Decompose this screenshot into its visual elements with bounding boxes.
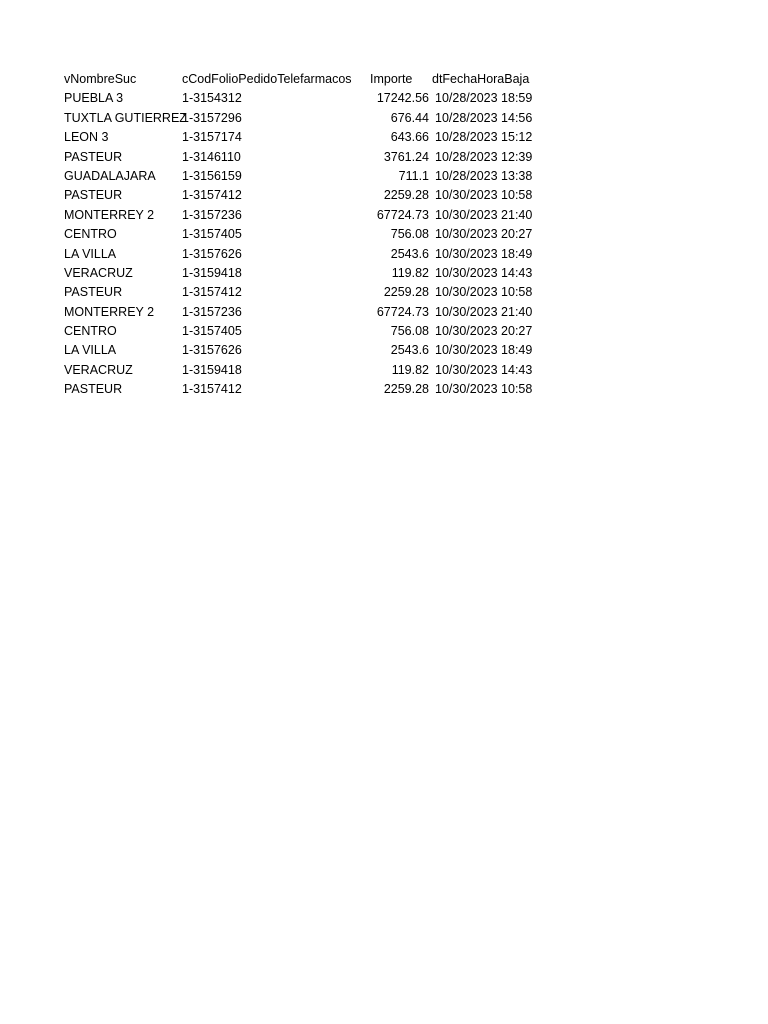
cell-dtfechahorabaja: 10/28/2023 12:39 [435, 149, 533, 164]
cell-importe: 2543.6 [390, 246, 429, 261]
cell-importe: 676.44 [390, 110, 429, 125]
table-row [64, 90, 544, 109]
cell-dtfechahorabaja: 10/30/2023 20:27 [435, 227, 533, 242]
cell-importe: 643.66 [390, 130, 429, 145]
cell-ccodfolio: 1-3157405 [182, 227, 242, 242]
cell-importe: 2259.28 [383, 188, 429, 203]
cell-ccodfolio: 1-3157626 [182, 246, 242, 261]
cell-importe: 711.1 [398, 168, 429, 183]
cell-ccodfolio: 1-3159418 [182, 265, 242, 280]
cell-dtfechahorabaja: 10/30/2023 10:58 [435, 285, 533, 300]
cell-dtfechahorabaja: 10/28/2023 18:59 [435, 91, 533, 106]
cell-dtfechahorabaja: 10/28/2023 15:12 [435, 130, 533, 145]
cell-vnombresuc: VERACRUZ [64, 265, 133, 280]
cell-dtfechahorabaja: 10/30/2023 18:49 [435, 246, 533, 261]
cell-vnombresuc: LEON 3 [64, 130, 109, 145]
cell-importe: 2259.28 [383, 382, 429, 397]
cell-vnombresuc: MONTERREY 2 [64, 304, 155, 319]
cell-ccodfolio: 1-3159418 [182, 362, 242, 377]
cell-vnombresuc: LA VILLA [64, 246, 117, 261]
cell-importe: 67724.73 [376, 304, 429, 319]
table-row [64, 129, 544, 148]
cell-dtfechahorabaja: 10/30/2023 10:58 [435, 188, 533, 203]
table-row [64, 304, 544, 323]
cell-ccodfolio: 1-3157236 [182, 207, 242, 222]
cell-vnombresuc: PASTEUR [64, 382, 123, 397]
cell-vnombresuc: LA VILLA [64, 343, 117, 358]
cell-importe: 3761.24 [383, 149, 429, 164]
table-row [64, 323, 544, 342]
header-ccodfolio: cCodFolioPedidoTelefarmacos [182, 72, 352, 86]
table-row [64, 110, 544, 129]
cell-dtfechahorabaja: 10/30/2023 18:49 [435, 343, 533, 358]
table-row [64, 381, 544, 400]
cell-ccodfolio: 1-3156159 [182, 168, 242, 183]
cell-dtfechahorabaja: 10/30/2023 21:40 [435, 207, 533, 222]
cell-importe: 2543.6 [390, 343, 429, 358]
cell-ccodfolio: 1-3157405 [182, 324, 242, 339]
table-body [64, 90, 544, 400]
cell-importe: 119.82 [391, 362, 429, 377]
cell-ccodfolio: 1-3154312 [182, 91, 242, 106]
cell-vnombresuc: GUADALAJARA [64, 168, 156, 183]
table-row [64, 362, 544, 381]
cell-ccodfolio: 1-3146110 [182, 149, 241, 164]
cell-vnombresuc: CENTRO [64, 324, 117, 339]
cell-importe: 756.08 [390, 227, 429, 242]
header-importe: Importe [370, 72, 413, 86]
cell-importe: 2259.28 [383, 285, 429, 300]
cell-vnombresuc: PASTEUR [64, 188, 123, 203]
cell-vnombresuc: VERACRUZ [64, 362, 133, 377]
cell-importe: 119.82 [391, 265, 429, 280]
cell-ccodfolio: 1-3157412 [182, 285, 242, 300]
cell-vnombresuc: PUEBLA 3 [64, 91, 124, 106]
header-dtfechahorabaja: dtFechaHoraBaja [432, 72, 530, 86]
header-vnombresuc: vNombreSuc [64, 72, 137, 86]
cell-dtfechahorabaja: 10/30/2023 14:43 [435, 265, 533, 280]
table-row [64, 284, 544, 303]
cell-ccodfolio: 1-3157412 [182, 188, 242, 203]
cell-vnombresuc: CENTRO [64, 227, 117, 242]
cell-dtfechahorabaja: 10/30/2023 10:58 [435, 382, 533, 397]
cell-ccodfolio: 1-3157236 [182, 304, 242, 319]
table-header-row [64, 71, 544, 90]
table-row [64, 226, 544, 245]
cell-vnombresuc: PASTEUR [64, 285, 123, 300]
table-row [64, 342, 544, 361]
cell-dtfechahorabaja: 10/30/2023 14:43 [435, 362, 533, 377]
data-table [64, 71, 544, 401]
cell-importe: 67724.73 [376, 207, 429, 222]
cell-vnombresuc: MONTERREY 2 [64, 207, 155, 222]
cell-dtfechahorabaja: 10/28/2023 14:56 [435, 110, 533, 125]
cell-ccodfolio: 1-3157296 [182, 110, 242, 125]
cell-ccodfolio: 1-3157412 [182, 382, 242, 397]
table-row [64, 149, 544, 168]
cell-vnombresuc: PASTEUR [64, 149, 123, 164]
cell-dtfechahorabaja: 10/30/2023 20:27 [435, 324, 533, 339]
cell-importe: 756.08 [390, 324, 429, 339]
cell-ccodfolio: 1-3157174 [182, 130, 242, 145]
table-row [64, 168, 544, 187]
cell-dtfechahorabaja: 10/28/2023 13:38 [435, 168, 533, 183]
cell-ccodfolio: 1-3157626 [182, 343, 242, 358]
table-row [64, 246, 544, 265]
cell-importe: 17242.56 [376, 91, 429, 106]
cell-vnombresuc: TUXTLA GUTIERREZ [64, 110, 187, 125]
table-row [64, 265, 544, 284]
table-row [64, 187, 544, 206]
table-row [64, 207, 544, 226]
cell-dtfechahorabaja: 10/30/2023 21:40 [435, 304, 533, 319]
